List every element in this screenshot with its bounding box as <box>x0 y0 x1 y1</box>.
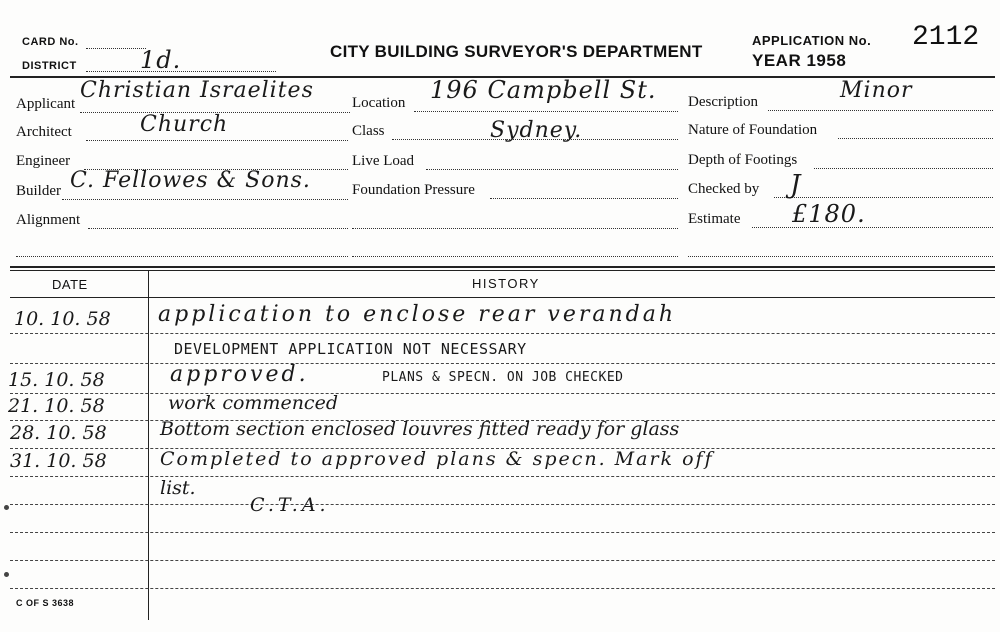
department-title: CITY BUILDING SURVEYOR'S DEPARTMENT <box>330 42 703 61</box>
history-header-rule <box>10 297 995 298</box>
depth-line <box>814 168 993 169</box>
history-date: 28. 10. 58 <box>10 422 107 444</box>
live-load-label: Live Load <box>352 153 415 169</box>
estimate-line <box>752 227 993 228</box>
location-label: Location <box>352 95 406 111</box>
history-entry: Bottom section enclosed louvres fitted ready for glass <box>160 418 680 440</box>
form-code: C OF S 3638 <box>16 598 75 608</box>
history-entry-stamp: PLANS & SPECN. ON JOB CHECKED <box>382 370 624 385</box>
application-no: 2112 <box>912 22 980 53</box>
description-value: Minor <box>840 78 913 103</box>
foundation-pressure-label: Foundation Pressure <box>352 182 475 198</box>
extra-line-4 <box>688 256 993 257</box>
rule-2 <box>10 363 995 364</box>
rule-6 <box>10 476 995 477</box>
punch-hole <box>4 505 9 510</box>
description-label: Description <box>688 94 758 110</box>
rule-1 <box>10 333 995 334</box>
checked-by-line <box>774 197 993 198</box>
history-entry: approved. <box>170 362 309 387</box>
history-top-rule-2 <box>10 270 995 271</box>
location-line <box>414 111 678 112</box>
punch-hole <box>4 572 9 577</box>
builder-line <box>62 199 348 200</box>
applicant-label: Applicant <box>16 96 76 112</box>
date-column-header: DATE <box>52 277 88 292</box>
rule-9 <box>10 560 995 561</box>
depth-of-footings-label: Depth of Footings <box>688 152 798 168</box>
rule-3 <box>10 393 995 394</box>
class-value: Sydney. <box>490 118 583 143</box>
history-entry: list. <box>160 477 196 499</box>
history-date: 31. 10. 58 <box>10 450 107 472</box>
history-entry-initials: C.T.A. <box>250 494 330 516</box>
architect-label: Architect <box>16 124 72 140</box>
alignment-line <box>88 228 348 229</box>
class-label: Class <box>352 123 385 139</box>
history-date: 10. 10. 58 <box>14 308 111 330</box>
history-column-header: HISTORY <box>472 276 540 291</box>
description-line <box>768 110 993 111</box>
history-entry: application to enclose rear verandah <box>158 302 677 327</box>
estimate-label: Estimate <box>688 211 741 227</box>
checked-by-label: Checked by <box>688 181 760 197</box>
nature-line <box>838 138 993 139</box>
card-no-line <box>86 48 146 49</box>
live-load-line <box>426 169 678 170</box>
foundation-pressure-line <box>490 198 678 199</box>
estimate-value: £180. <box>792 200 866 228</box>
year-label: YEAR 1958 <box>752 51 847 70</box>
alignment-label: Alignment <box>16 212 81 228</box>
nature-of-foundation-label: Nature of Foundation <box>688 122 818 138</box>
history-entry-stamp: DEVELOPMENT APPLICATION NOT NECESSARY <box>174 340 527 358</box>
builder-label: Builder <box>16 183 61 199</box>
checked-by-value: J <box>790 170 802 200</box>
architect-line <box>86 140 348 141</box>
history-top-rule <box>10 266 995 268</box>
history-date: 15. 10. 58 <box>8 369 105 391</box>
engineer-label: Engineer <box>16 153 71 169</box>
extra-line-3 <box>352 256 678 257</box>
card-no-label: CARD No. <box>22 36 79 48</box>
extra-line-2 <box>352 228 678 229</box>
application-no-label: APPLICATION No. <box>752 33 872 48</box>
rule-8 <box>10 532 995 533</box>
district-label: DISTRICT <box>22 60 77 72</box>
history-date: 21. 10. 58 <box>8 395 105 417</box>
applicant-value: Christian Israelites <box>80 78 314 103</box>
extra-line-1 <box>16 256 348 257</box>
date-column-divider <box>148 270 149 620</box>
location-value: 196 Campbell St. <box>430 76 657 104</box>
rule-7 <box>10 504 995 505</box>
architect-value: Church <box>140 112 229 137</box>
builder-value: C. Fellowes & Sons. <box>70 168 311 193</box>
rule-10 <box>10 588 995 589</box>
history-entry: work commenced <box>168 392 338 414</box>
history-entry: Completed to approved plans & specn. Mark off <box>160 448 714 470</box>
district-value: 1d. <box>140 46 182 74</box>
